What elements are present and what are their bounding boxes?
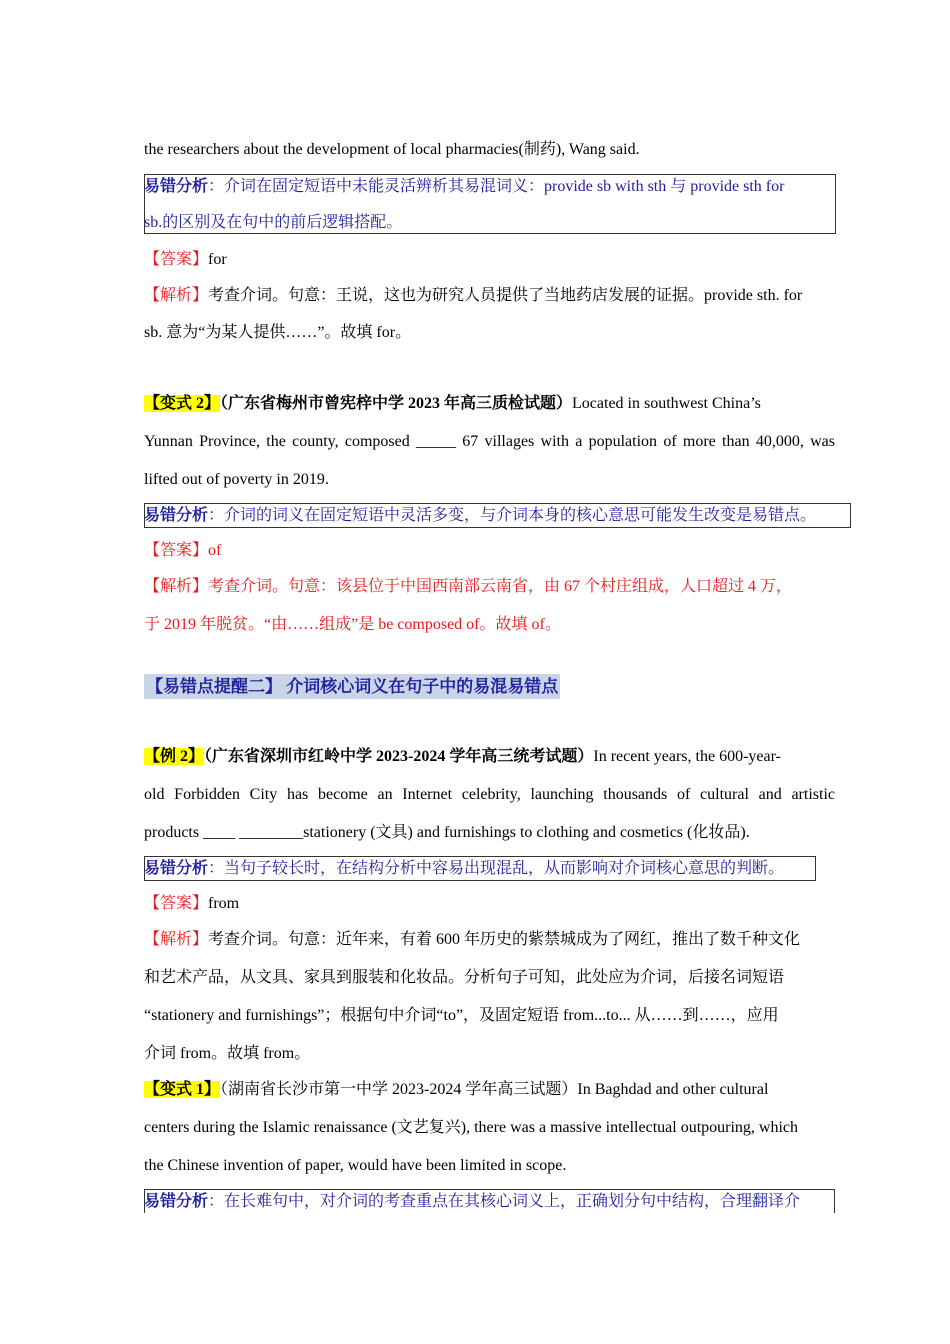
explanation-2-line-2: 于 2019 年脱贫。“由……组成”是 be composed of。故填 of。: [144, 616, 561, 633]
explanation-label: 【解析】: [144, 931, 209, 948]
section-heading: 【易错点提醒二】 介词核心词义在句子中的易混易错点: [144, 674, 560, 699]
answer-value: for: [208, 251, 227, 268]
variant-1-source: （湖南省长沙市第一中学 2023-2024 学年高三试题）: [220, 1081, 578, 1098]
explanation-line-1: [144, 285, 835, 307]
question-continuation: the researchers about the development of local pharmacies(制药), Wang said.: [144, 141, 640, 158]
variant-1-tag: 【变式 1】: [144, 1081, 221, 1098]
variant-2-heading: [144, 393, 835, 415]
variant-1-question-start: In Baghdad and other cultural: [577, 1081, 769, 1098]
error-analysis-text: ：在长难句中，对介词的考查重点在其核心词义上，正确划分句中结构，合理翻译介: [208, 1193, 801, 1210]
error-analysis-label: 易错分析: [144, 1193, 209, 1210]
answer-line-2: [144, 540, 835, 562]
explanation-3-line-4: 介词 from。故填 from。: [144, 1045, 311, 1062]
variant-2-question-start: Located in southwest China’s: [572, 395, 761, 412]
error-analysis-text: ：当句子较长时，在结构分析中容易出现混乱，从而影响对介词核心意思的判断。: [208, 860, 785, 877]
example-2-source: （广东省深圳市红岭中学 2023-2024 学年高三统考试题）: [204, 748, 594, 765]
example-2-question-start: In recent years, the 600-year-: [593, 748, 781, 765]
answer-line-3: [144, 893, 835, 915]
variant-1-question-line-2: centers during the Islamic renaissance (文艺复兴), there was a massive intellectual outpouring, which: [144, 1119, 799, 1136]
explanation-3-line-2: 和艺术产品，从文具、家具到服装和化妆品。分析句子可知，此处应为介词，后接名词短语: [144, 969, 785, 986]
answer-value: from: [208, 895, 240, 912]
explanation-label: 【解析】: [144, 287, 209, 304]
answer-value: of: [208, 542, 222, 559]
error-analysis-4: [144, 1191, 833, 1213]
explanation-line-2: sb. 意为“为某人提供……”。故填 for。: [144, 324, 412, 341]
explanation-text: 考查介词。句意：近年来，有着 600 年历史的紫禁城成为了网红，推出了数千种文化: [208, 931, 801, 948]
answer-label: 【答案】: [144, 251, 209, 268]
variant-2-source: （广东省梅州市曾宪梓中学 2023 年高三质检试题）: [220, 395, 573, 412]
example-2-heading: [144, 746, 835, 768]
error-analysis-3: [144, 858, 814, 880]
variant-2-tag: 【变式 2】: [144, 395, 221, 412]
error-analysis-label: 易错分析: [144, 860, 209, 877]
variant-2-question-line-3: lifted out of poverty in 2019.: [144, 471, 329, 488]
error-analysis-text: ：介词在固定短语中未能灵活辨析其易混词义：provide sb with sth 与 provide sth for: [208, 178, 785, 195]
error-analysis-2: [144, 505, 850, 527]
variant-1-question-line-3: the Chinese invention of paper, would have been limited in scope.: [144, 1157, 567, 1174]
example-2-question-line-3: products ____ ________stationery (文具) and furnishings to clothing and cosmetics (化妆品).: [144, 824, 750, 841]
answer-line-1: [144, 249, 835, 271]
error-analysis-line-1: [144, 176, 835, 198]
error-analysis-label: 易错分析: [144, 507, 209, 524]
example-2-question-line-2: old Forbidden City has become an Internet celebrity, launching thousands of cultural and artistic: [144, 786, 835, 803]
example-2-tag: 【例 2】: [144, 748, 205, 765]
error-analysis-label: 易错分析: [144, 178, 209, 195]
explanation-2-line-1: 【解析】考查介词。句意：该县位于中国西南部云南省，由 67 个村庄组成，人口超过 4 万，: [144, 578, 793, 595]
answer-label: 【答案】: [144, 542, 209, 559]
error-analysis-line-2: sb.的区别及在句中的前后逻辑搭配。: [144, 214, 403, 231]
explanation-text: 考查介词。句意：王说，这也为研究人员提供了当地药店发展的证据。provide sth. for: [208, 287, 803, 304]
variant-1-heading: [144, 1079, 835, 1101]
explanation-3-line-3: “stationery and furnishings”；根据句中介词“to”，及固定短语 from...to... 从……到……，应用: [144, 1007, 779, 1024]
answer-label: 【答案】: [144, 895, 209, 912]
error-analysis-text: ：介词的词义在固定短语中灵活多变，与介词本身的核心意思可能发生改变是易错点。: [208, 507, 817, 524]
variant-2-question-line-2: Yunnan Province, the county, composed _____ 67 villages with a population of more than 40,000, was: [144, 433, 835, 450]
explanation-3-line-1: [144, 929, 835, 951]
